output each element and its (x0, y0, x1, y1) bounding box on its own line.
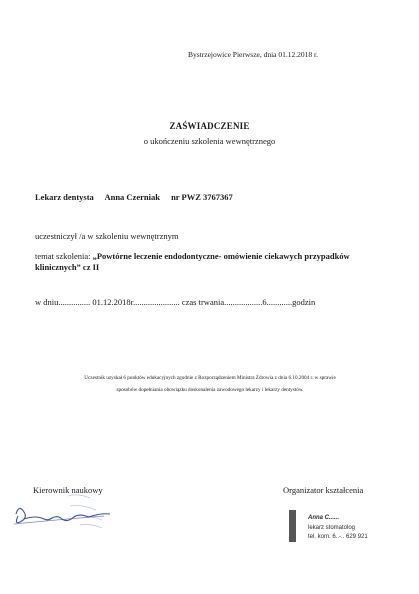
training-topic (35, 251, 385, 273)
document-subtitle: o ukończeniu szkolenia wewnętrznego (143, 136, 276, 146)
stamp-title: lekarz stomatolog (308, 525, 356, 531)
organizer-stamp (288, 507, 388, 545)
participant-pwz: nr PWZ 3767367 (171, 192, 233, 202)
points-note-line-2: sposobów dopełniania obowiązku doskonalenia zawodowego lekarzy i lekarzy dentystów. (116, 387, 304, 393)
signature-stroke (16, 508, 110, 522)
scientific-director-signature (10, 492, 150, 542)
points-note-line-1: Uczestnik uzyskał 6 punktów edukacyjnych zgodnie z Rozporządzeniem Ministra Zdrowia z dnia 6.10.2004 r. w sprawie (84, 375, 336, 381)
participation-text: uczestniczył /a w szkoleniu wewnętrznym (35, 231, 179, 241)
date-duration-row: w dniu............... 01.12.2018r...................... czas trwania..................6............godzin (35, 297, 316, 307)
faded-stamp (68, 495, 102, 528)
stamp-name: Anna C...... (308, 515, 340, 521)
participant-name: Anna Czerniak (104, 192, 160, 202)
participant-line (35, 192, 242, 202)
stamp-phone: tel. kom. 6..-.. 629 921 (308, 534, 368, 540)
points-note (40, 372, 380, 396)
place-date: Bystrzejowice Pierwsze, dnia 01.12.2018 r. (188, 50, 318, 59)
scientific-director-label: Kierownik naukowy (33, 485, 103, 495)
participant-role: Lekarz dentysta (35, 192, 94, 202)
stamp-side-bar (289, 510, 296, 542)
topic-label: temat szkolenia: (35, 251, 93, 261)
topic-title: „Powtórne leczenie endodontyczne- omówienie ciekawych przypadków klinicznych” cz II (35, 251, 350, 272)
training-organizer-label: Organizator kształcenia (283, 485, 364, 495)
document-title: ZAŚWIADCZENIE (169, 121, 250, 131)
